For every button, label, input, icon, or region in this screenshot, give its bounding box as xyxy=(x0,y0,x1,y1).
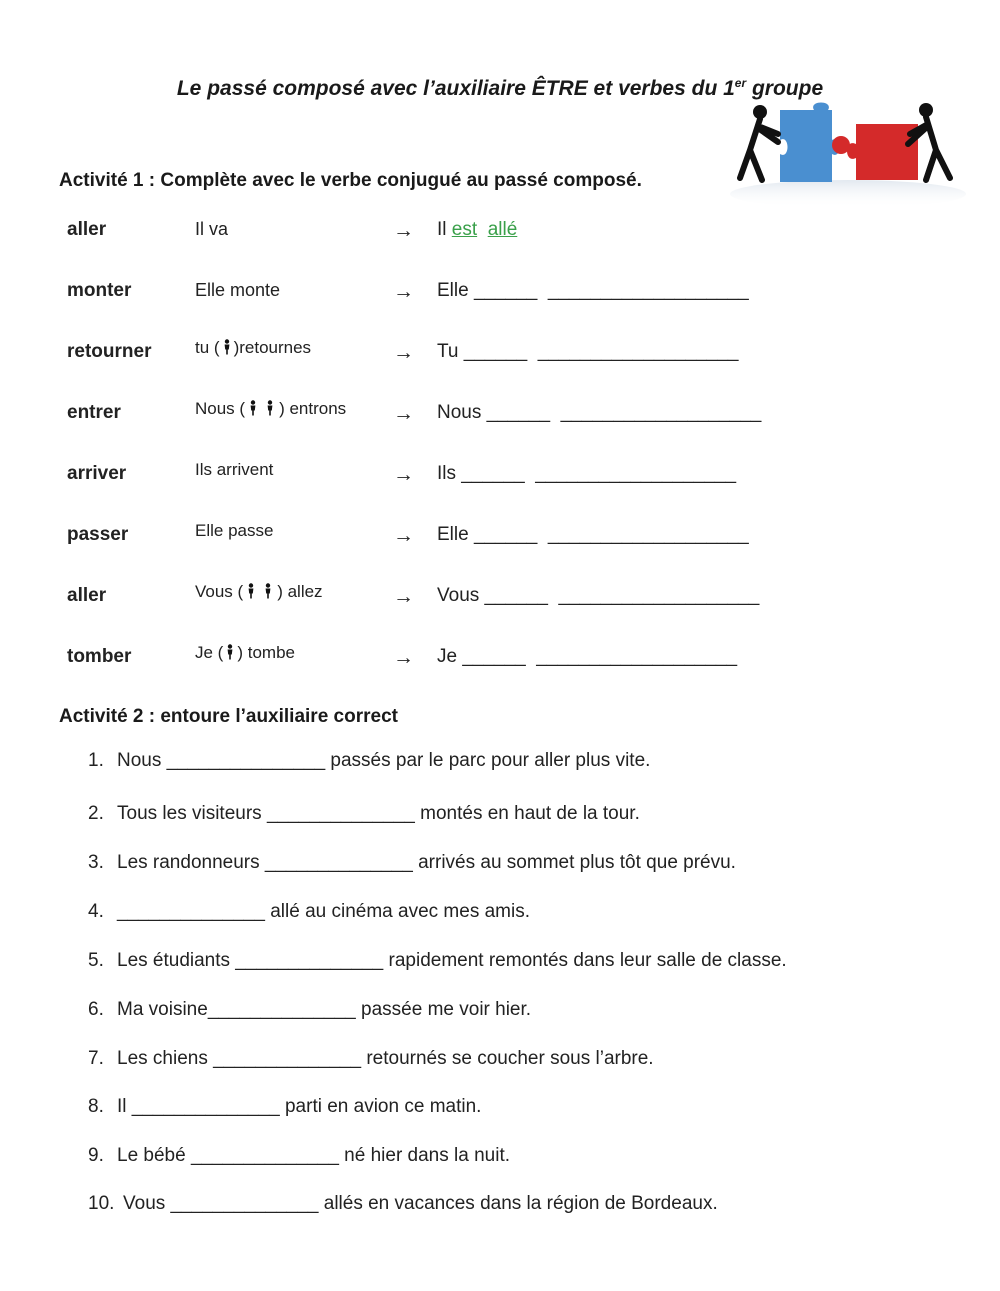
arrow-icon: → xyxy=(393,463,414,486)
activity1-row xyxy=(0,399,1000,432)
arrow-icon: → xyxy=(393,219,414,242)
answer-blank[interactable]: Ils ______ ___________________ xyxy=(437,463,737,484)
sentence-text[interactable]: Les étudiants ______________ rapidement remontés dans leur salle de classe. xyxy=(117,950,787,971)
arrow-icon: → xyxy=(393,280,414,303)
answer-auxiliary: est xyxy=(451,219,478,240)
list-item: 9. Le bébé ______________ né hier dans la nuit. xyxy=(88,1145,511,1166)
activity1-row xyxy=(0,280,1000,310)
list-item: 7. Les chiens ______________ retournés se coucher sous l’arbre. xyxy=(88,1048,654,1069)
activity1-row xyxy=(0,521,1000,554)
sentence-text[interactable]: ______________ allé au cinéma avec mes amis. xyxy=(117,901,530,922)
present-form: Elle monte xyxy=(195,280,281,300)
sentence-text[interactable]: Il ______________ parti en avion ce matin. xyxy=(117,1096,482,1117)
verb-infinitive: tomber xyxy=(67,646,132,667)
present-form: Je ( ) tombe xyxy=(195,643,295,662)
list-item: 1. Nous _______________ passés par le parc pour aller plus vite. xyxy=(88,750,651,771)
sentence-text[interactable]: Nous _______________ passés par le parc pour aller plus vite. xyxy=(117,750,651,771)
arrow-icon: → xyxy=(393,402,414,425)
activity1-row xyxy=(0,643,1000,676)
present-form: Il va xyxy=(195,219,229,239)
page-title: Le passé composé avec l’auxiliaire ÊTRE et verbes du 1er groupe xyxy=(176,76,824,100)
sentence-text[interactable]: Les randonneurs ______________ arrivés au sommet plus tôt que prévu. xyxy=(117,852,736,873)
activity1-row xyxy=(0,460,1000,493)
verb-infinitive: entrer xyxy=(67,402,121,423)
arrow-icon: → xyxy=(393,341,414,364)
verb-infinitive: retourner xyxy=(67,341,152,362)
present-form: Nous ( ) entrons xyxy=(195,399,347,418)
arrow-icon: → xyxy=(393,585,414,608)
present-form: Elle passe xyxy=(195,521,274,540)
answer-blank[interactable]: Nous ______ ___________________ xyxy=(437,402,762,423)
arrow-icon: → xyxy=(393,524,414,547)
list-item: 6. Ma voisine______________ passée me voir hier. xyxy=(88,999,532,1020)
present-form: Ils arrivent xyxy=(195,460,274,479)
activity1-row xyxy=(0,582,1000,615)
list-item: 5. Les étudiants ______________ rapidement remontés dans leur salle de classe. xyxy=(88,950,787,971)
person-icon xyxy=(220,339,234,355)
list-item: 4. ______________ allé au cinéma avec mes amis. xyxy=(88,901,530,922)
list-item: 3. Les randonneurs ______________ arrivés au sommet plus tôt que prévu. xyxy=(88,852,736,873)
sentence-text[interactable]: Ma voisine______________ passée me voir hier. xyxy=(117,999,532,1020)
activity2-heading: Activité 2 : entoure l’auxiliaire correct xyxy=(59,706,398,727)
sentence-text[interactable]: Le bébé ______________ né hier dans la nuit. xyxy=(117,1145,511,1166)
present-form: Vous ( ) allez xyxy=(195,582,323,601)
two-person-icon xyxy=(243,583,277,599)
person-icon xyxy=(223,644,237,660)
list-item: 8. Il ______________ parti en avion ce matin. xyxy=(88,1096,482,1117)
answer-participle: allé xyxy=(487,219,518,240)
example-answer: Il est allé xyxy=(437,219,518,240)
answer-blank[interactable]: Je ______ ___________________ xyxy=(437,646,738,667)
answer-blank[interactable]: Tu ______ ___________________ xyxy=(437,341,739,362)
list-item: 10. Vous ______________ allés en vacances dans la région de Bordeaux. xyxy=(88,1193,718,1214)
arrow-icon: → xyxy=(393,646,414,669)
puzzle-people-icon xyxy=(728,98,968,238)
verb-infinitive: aller xyxy=(67,219,107,240)
activity1-heading: Activité 1 : Complète avec le verbe conjugué au passé composé. xyxy=(59,170,642,191)
answer-blank[interactable]: Elle ______ ___________________ xyxy=(437,280,749,301)
list-item: 2. Tous les visiteurs ______________ montés en haut de la tour. xyxy=(88,803,640,824)
verb-infinitive: arriver xyxy=(67,463,127,484)
sentence-text[interactable]: Les chiens ______________ retournés se coucher sous l’arbre. xyxy=(117,1048,654,1069)
present-form: tu ( )retournes xyxy=(195,338,312,357)
activity1-example-row xyxy=(0,219,1000,249)
answer-blank[interactable]: Vous ______ ___________________ xyxy=(437,585,760,606)
answer-blank[interactable]: Elle ______ ___________________ xyxy=(437,524,749,545)
verb-infinitive: monter xyxy=(67,280,132,301)
sentence-text[interactable]: Tous les visiteurs ______________ montés en haut de la tour. xyxy=(117,803,640,824)
activity1-row xyxy=(0,338,1000,371)
verb-infinitive: passer xyxy=(67,524,129,545)
verb-infinitive: aller xyxy=(67,585,107,606)
sentence-text[interactable]: Vous ______________ allés en vacances dans la région de Bordeaux. xyxy=(123,1193,718,1214)
two-person-icon xyxy=(245,400,279,416)
